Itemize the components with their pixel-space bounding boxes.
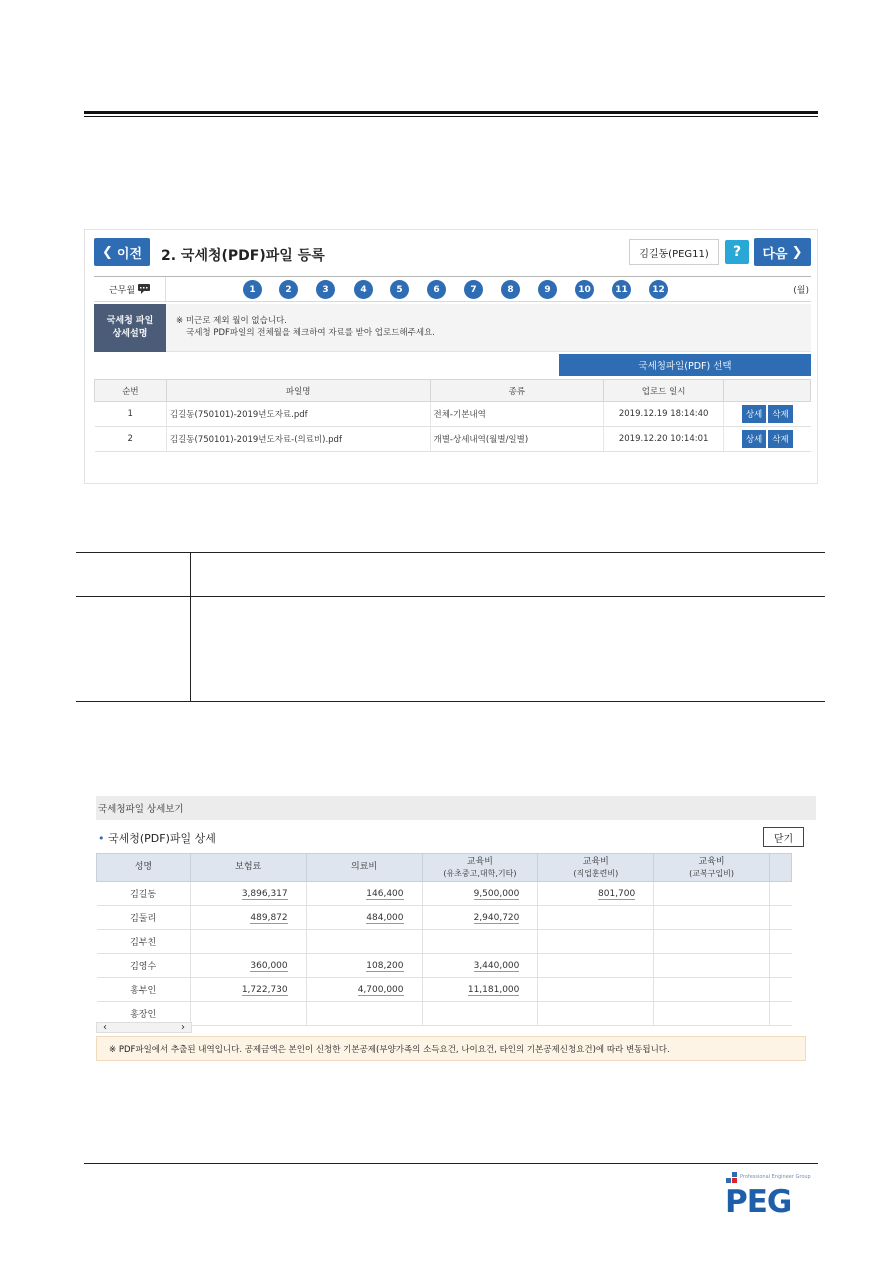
col-header-spacer (769, 854, 791, 882)
row-kind: 개별-상세내역(월별/일별) (430, 427, 604, 452)
horizontal-scrollbar[interactable] (96, 1022, 192, 1033)
month-11[interactable]: 11 (612, 280, 631, 299)
cell-insurance (190, 906, 306, 930)
cell-edu2 (538, 882, 654, 906)
edu1-value[interactable]: 9,500,000 (473, 888, 520, 899)
cell-spacer (769, 1002, 791, 1026)
cell-medical (306, 906, 422, 930)
col-header-edu1 (422, 854, 538, 882)
logo-text: PEG (725, 1184, 792, 1217)
row-time: 2019.12.19 18:14:40 (604, 402, 724, 427)
detail-button[interactable]: 상세 (742, 430, 766, 448)
table-row (95, 402, 811, 427)
cell-name: 김길동 (97, 882, 191, 906)
description-text (176, 315, 435, 339)
month-1[interactable]: 1 (243, 280, 262, 299)
row-kind: 전체-기본내역 (430, 402, 604, 427)
month-unit: (월) (793, 286, 809, 296)
detail-button[interactable]: 상세 (742, 405, 766, 423)
header-rule-thick (84, 111, 818, 114)
table-row (97, 906, 792, 930)
prev-label: 이전 (116, 246, 143, 262)
month-selector (94, 276, 811, 302)
col-header: 업로드 일시 (604, 380, 724, 402)
month-12[interactable]: 12 (649, 280, 668, 299)
col-header-name: 성명 (97, 854, 191, 882)
month-10[interactable]: 10 (575, 280, 594, 299)
col-header-medical: 의료비 (306, 854, 422, 882)
delete-button[interactable]: 삭제 (768, 405, 792, 423)
footer-rule (84, 1163, 818, 1164)
cell-edu3 (654, 906, 770, 930)
cell-edu2 (538, 906, 654, 930)
row-no: 1 (95, 402, 167, 427)
table-row (97, 1002, 792, 1026)
pdf-upload-screenshot (84, 229, 818, 484)
cell-spacer (769, 882, 791, 906)
cell-name: 김영수 (97, 954, 191, 978)
cell-edu2 (538, 930, 654, 954)
table-row (97, 978, 792, 1002)
edu2-title: 교육비 (582, 856, 609, 867)
scroll-right-icon[interactable]: › (181, 1022, 185, 1033)
chevron-left-icon: ❮ (101, 244, 113, 260)
col-header-insurance: 보험료 (190, 854, 306, 882)
cell-medical (306, 930, 422, 954)
medical-value[interactable]: 4,700,000 (357, 984, 404, 995)
description-line1: ※ 미근로 제외 월이 없습니다. (176, 316, 287, 326)
cell-spacer (769, 954, 791, 978)
cell-edu1 (422, 882, 538, 906)
month-6[interactable]: 6 (427, 280, 446, 299)
cell-edu3 (654, 978, 770, 1002)
medical-value[interactable]: 484,000 (366, 912, 404, 923)
detail-subtitle (98, 830, 216, 846)
cell-edu1 (422, 906, 538, 930)
logo-tagline: Professional Engineer Group (740, 1174, 811, 1180)
description-label-line2: 상세설명 (112, 329, 148, 339)
month-label (94, 277, 166, 301)
edu1-value[interactable]: 11,181,000 (467, 984, 520, 995)
insurance-value[interactable]: 360,000 (250, 960, 288, 971)
upload-table (94, 379, 811, 452)
cell-insurance (190, 978, 306, 1002)
notice-box: ※ PDF파일에서 추출된 내역입니다. 공제금액은 본인이 신청한 기본공제(부양가족의 소득요건, 나이요건, 타인의 기본공제신청요건)에 따라 변동됩니다. (96, 1036, 806, 1061)
table-row (97, 954, 792, 978)
speech-bubble-icon (138, 284, 150, 294)
edu3-title: 교육비 (698, 856, 725, 867)
cell-spacer (769, 978, 791, 1002)
cell-insurance (190, 930, 306, 954)
help-button[interactable]: ? (725, 240, 749, 264)
month-2[interactable]: 2 (279, 280, 298, 299)
peg-logo (724, 1172, 816, 1217)
delete-button[interactable]: 삭제 (768, 430, 792, 448)
pdf-detail-screenshot (96, 796, 816, 1066)
medical-value[interactable]: 108,200 (366, 960, 404, 971)
prev-button[interactable] (94, 238, 150, 266)
table-row (97, 882, 792, 906)
cell-name: 김부친 (97, 930, 191, 954)
cell-edu2 (538, 954, 654, 978)
cell-insurance (190, 1002, 306, 1026)
cell-medical (306, 978, 422, 1002)
next-button[interactable] (754, 238, 811, 266)
cell-edu2 (538, 978, 654, 1002)
table-row (97, 930, 792, 954)
cell-edu2 (538, 1002, 654, 1026)
row-file: 김길동(750101)-2019년도자료-(의료비).pdf (166, 427, 430, 452)
edu2-value[interactable]: 801,700 (598, 888, 636, 899)
description-label-line1: 국세청 파일 (106, 316, 154, 326)
edu1-title: 교육비 (466, 856, 493, 867)
cell-spacer (769, 930, 791, 954)
cell-edu1 (422, 954, 538, 978)
col-header-edu2 (538, 854, 654, 882)
cell-name: 김둘리 (97, 906, 191, 930)
detail-subtitle-text: 국세청(PDF)파일 상세 (108, 832, 216, 845)
month-3[interactable]: 3 (316, 280, 335, 299)
insurance-value[interactable]: 1,722,730 (241, 984, 288, 995)
select-pdf-button[interactable]: 국세청파일(PDF) 선택 (559, 354, 811, 376)
header-rule-thin (84, 116, 818, 117)
close-button[interactable]: 닫기 (763, 827, 804, 847)
cell-edu3 (654, 882, 770, 906)
scroll-left-icon[interactable]: ‹ (103, 1022, 107, 1033)
edu2-sub: (직업훈련비) (573, 868, 619, 878)
user-badge: 김길동(PEG11) (629, 239, 719, 265)
month-8[interactable]: 8 (501, 280, 520, 299)
cell-edu1 (422, 930, 538, 954)
row-actions (724, 427, 811, 452)
cell-edu3 (654, 954, 770, 978)
cell-medical (306, 882, 422, 906)
col-header: 종류 (430, 380, 604, 402)
month-4[interactable]: 4 (354, 280, 373, 299)
table-row (95, 427, 811, 452)
file-description (94, 304, 811, 352)
cell-insurance (190, 882, 306, 906)
row-file: 김길동(750101)-2019년도자료.pdf (166, 402, 430, 427)
cell-spacer (769, 906, 791, 930)
cell-edu1 (422, 978, 538, 1002)
cell-edu3 (654, 1002, 770, 1026)
cell-medical (306, 1002, 422, 1026)
row-actions (724, 402, 811, 427)
next-label: 다음 (762, 246, 788, 262)
month-label-text: 근무월 (108, 285, 136, 296)
edu1-value[interactable]: 3,440,000 (473, 960, 520, 971)
col-header: 파일명 (166, 380, 430, 402)
chevron-right-icon: ❯ (791, 244, 803, 260)
detail-table-header (97, 854, 792, 882)
cell-insurance (190, 954, 306, 978)
insurance-value[interactable]: 489,872 (250, 912, 288, 923)
edu1-sub: (유초중고,대학,기타) (443, 868, 517, 878)
peg-logo-mark (724, 1172, 816, 1217)
col-header (724, 380, 811, 402)
month-7[interactable]: 7 (464, 280, 483, 299)
insurance-value[interactable]: 3,896,317 (241, 888, 288, 899)
window-title: 국세청파일 상세보기 (96, 796, 816, 820)
description-table (76, 552, 825, 702)
edu1-value[interactable]: 2,940,720 (473, 912, 520, 923)
upload-table-header (95, 380, 811, 402)
cell-name: 홍부인 (97, 978, 191, 1002)
col-header: 순번 (95, 380, 167, 402)
cell-edu1 (422, 1002, 538, 1026)
detail-table (96, 853, 792, 1026)
month-5[interactable]: 5 (390, 280, 409, 299)
medical-value[interactable]: 146,400 (366, 888, 404, 899)
cell-name: 홍장인 (97, 1002, 191, 1026)
cell-medical (306, 954, 422, 978)
row-no: 2 (95, 427, 167, 452)
page-title: 2. 국세청(PDF)파일 등록 (161, 248, 325, 264)
row-time: 2019.12.20 10:14:01 (604, 427, 724, 452)
month-9[interactable]: 9 (538, 280, 557, 299)
description-line2: 국세청 PDF파일의 전체월을 체크하여 자료를 받아 업로드해주세요. (186, 328, 435, 338)
col-header-edu3 (654, 854, 770, 882)
description-table-divider (190, 553, 191, 701)
edu3-sub: (교복구입비) (689, 868, 735, 878)
cell-edu3 (654, 930, 770, 954)
description-label (94, 304, 166, 352)
description-table-row (76, 553, 825, 597)
bullet-icon: • (98, 832, 105, 845)
